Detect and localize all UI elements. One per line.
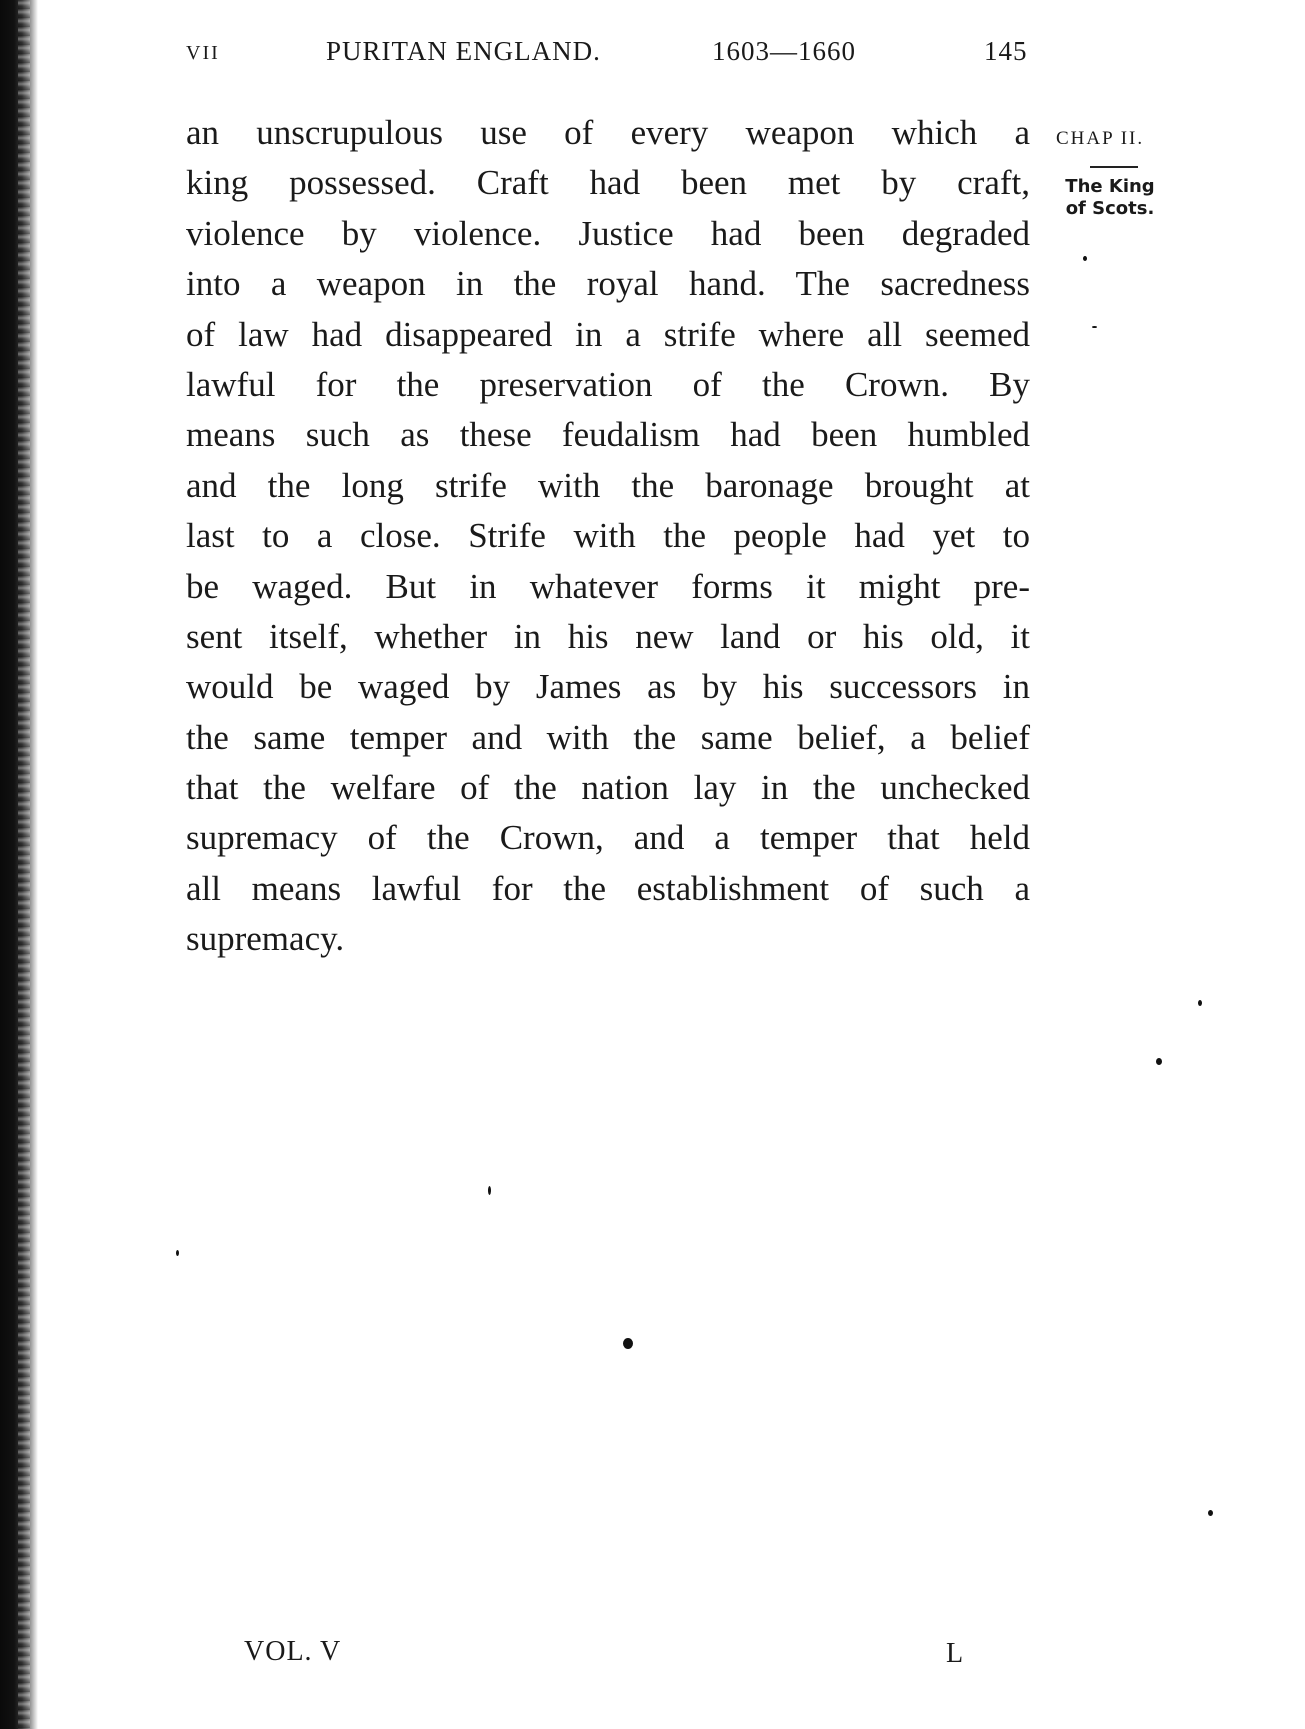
text-line: all means lawful for the establishment of such a [186,868,1030,908]
text-line: sent itself, whether in his new land or his old, it [186,616,1030,656]
text-line: of law had disappeared in a strife where all seemed [186,314,1030,354]
chapter-label: CHAP II. [1056,128,1145,149]
text-line: last to a close. Strife with the people had yet to [186,516,1030,556]
page-number: 145 [984,36,1028,66]
scan-speck [1208,1510,1213,1516]
sidenote-line: of Scots. [1065,198,1155,219]
text-line: the same temper and with the same belief, a belief [186,717,1030,757]
text-line: and the long strife with the baronage brought at [186,465,1030,505]
text-line: lawful for the preservation of the Crown. By [186,364,1030,404]
binding-edge [0,0,38,1729]
scan-speck [488,1186,491,1195]
running-head [186,36,1030,76]
signature-mark: L [946,1638,964,1669]
text-line: supremacy of the Crown, and a temper that held [186,818,1030,858]
text-line: would be waged by James as by his successors in [186,667,1030,707]
scan-speck [176,1250,179,1256]
sidenote-rule [1090,166,1138,168]
text-line: means such as these feudalism had been humbled [186,415,1030,455]
text-line: be waged. But in whatever forms it might pre- [186,566,1030,606]
text-line: violence by violence. Justice had been degraded [186,213,1030,253]
sidenote-line: The King [1065,176,1155,197]
scan-speck [1092,326,1097,328]
volume-label: VOL. V [244,1636,342,1667]
scan-speck [1083,256,1087,261]
running-head-dates: 1603—1660 [712,36,856,66]
body-text [186,108,1030,965]
running-head-title: PURITAN ENGLAND. [326,36,601,66]
sidenote [1050,176,1170,220]
text-line: king possessed. Craft had been met by craft, [186,163,1030,203]
scan-speck [623,1338,633,1349]
text-line: into a weapon in the royal hand. The sacredness [186,264,1030,304]
text-line: an unscrupulous use of every weapon which a [186,113,1030,152]
text-line-last: supremacy. [186,919,345,959]
scan-speck [1198,1000,1202,1006]
text-line: that the welfare of the nation lay in the unchecked [186,768,1030,808]
scan-speck [1156,1058,1162,1065]
running-head-chapter: VII [186,42,220,64]
